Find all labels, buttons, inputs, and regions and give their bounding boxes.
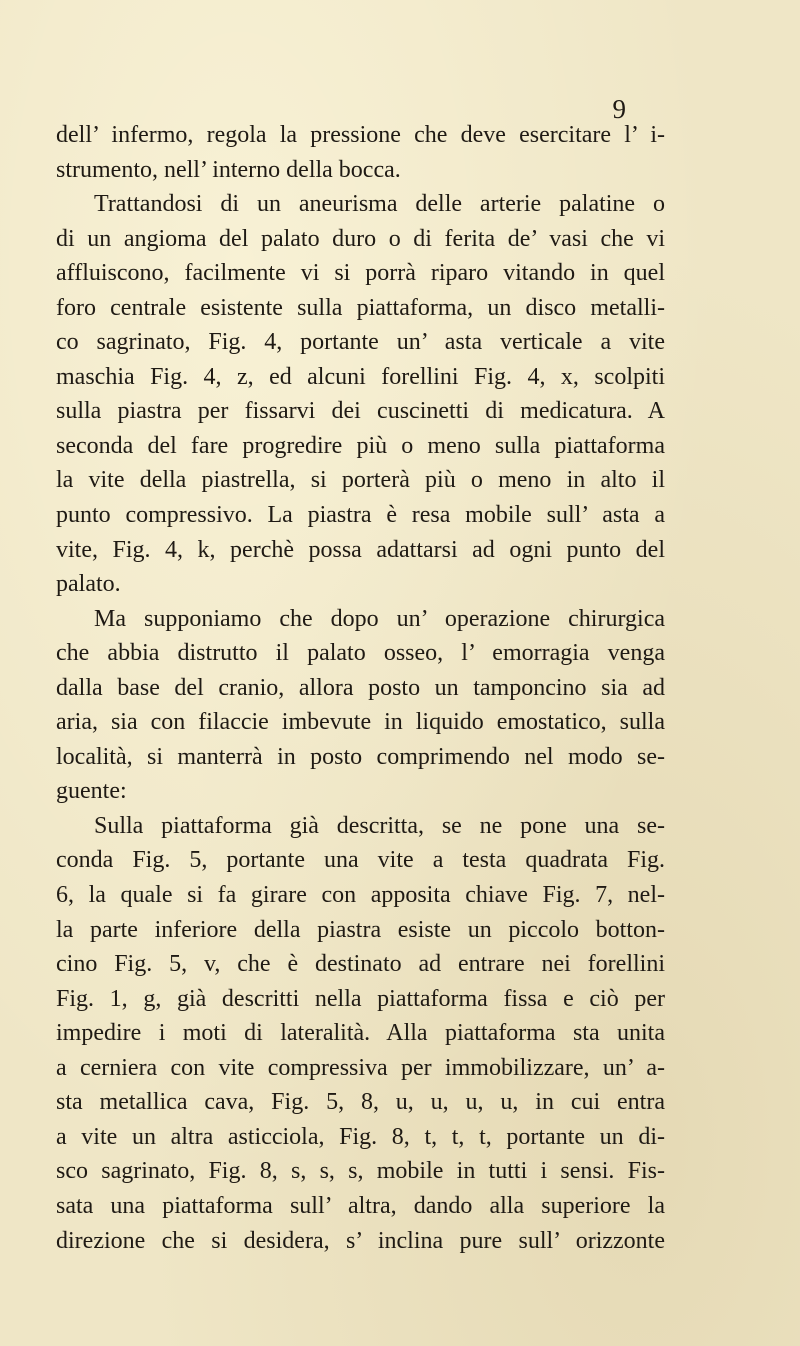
text-line: di un angioma del palato duro o di ferita de’ vasi che vi: [56, 225, 665, 252]
text-line: Trattandosi di un aneurisma delle arterie palatine o: [94, 191, 665, 218]
text-line: seconda del fare progredire più o meno sulla piattaforma: [56, 432, 665, 459]
text-line: Fig. 1, g, già descritti nella piattaforma fissa e ciò per: [56, 985, 665, 1012]
text-line: che abbia distrutto il palato osseo, l’ emorragia venga: [56, 640, 665, 667]
text-line: la parte inferiore della piastra esiste un piccolo botton-: [56, 916, 665, 943]
text-line: sulla piastra per fissarvi dei cuscinetti di medicatura. A: [56, 398, 665, 425]
text-line: maschia Fig. 4, z, ed alcuni forellini Fig. 4, x, scolpiti: [56, 363, 665, 390]
text-line: affluiscono, facilmente vi si porrà riparo vitando in quel: [56, 260, 665, 287]
text-line: strumento, nell’ interno della bocca.: [56, 156, 401, 183]
text-line: foro centrale esistente sulla piattaforma, un disco metalli-: [56, 294, 665, 321]
page-number: 9: [612, 94, 626, 124]
text-line: sata una piattaforma sull’ altra, dando alla superiore la: [56, 1192, 665, 1219]
text-line: palato.: [56, 571, 121, 598]
text-line: a cerniera con vite compressiva per immobilizzare, un’ a-: [56, 1054, 665, 1081]
text-line: dell’ infermo, regola la pressione che deve esercitare l’ i-: [56, 122, 665, 148]
text-line: guente:: [56, 778, 127, 805]
text-line: conda Fig. 5, portante una vite a testa quadrata Fig.: [56, 847, 665, 874]
text-line: località, si manterrà in posto comprimendo nel modo se-: [56, 743, 665, 770]
text-line: co sagrinato, Fig. 4, portante un’ asta verticale a vite: [56, 329, 665, 356]
text-line: dalla base del cranio, allora posto un tamponcino sia ad: [56, 674, 665, 701]
text-line: cino Fig. 5, v, che è destinato ad entrare nei forellini: [56, 951, 665, 978]
text-line: aria, sia con filaccie imbevute in liquido emostatico, sulla: [56, 709, 665, 736]
text-line: sta metallica cava, Fig. 5, 8, u, u, u, u, in cui entra: [56, 1089, 665, 1116]
text-line: vite, Fig. 4, k, perchè possa adattarsi ad ogni punto del: [56, 536, 665, 563]
text-line: punto compressivo. La piastra è resa mobile sull’ asta a: [56, 502, 665, 529]
text-line: a vite un altra asticciola, Fig. 8, t, t, t, portante un di-: [56, 1123, 665, 1150]
text-line: la vite della piastrella, si porterà più o meno in alto il: [56, 467, 665, 494]
text-line: sco sagrinato, Fig. 8, s, s, s, mobile in tutti i sensi. Fis-: [56, 1158, 665, 1185]
text-line: Sulla piattaforma già descritta, se ne pone una se-: [94, 812, 665, 839]
text-line: impedire i moti di lateralità. Alla piattaforma sta unita: [56, 1020, 665, 1047]
text-line: Ma supponiamo che dopo un’ operazione chirurgica: [94, 605, 665, 632]
body-text: [56, 118, 665, 1258]
text-line: 6, la quale si fa girare con apposita chiave Fig. 7, nel-: [56, 882, 665, 909]
text-line: direzione che si desidera, s’ inclina pure sull’ orizzonte: [56, 1227, 665, 1254]
